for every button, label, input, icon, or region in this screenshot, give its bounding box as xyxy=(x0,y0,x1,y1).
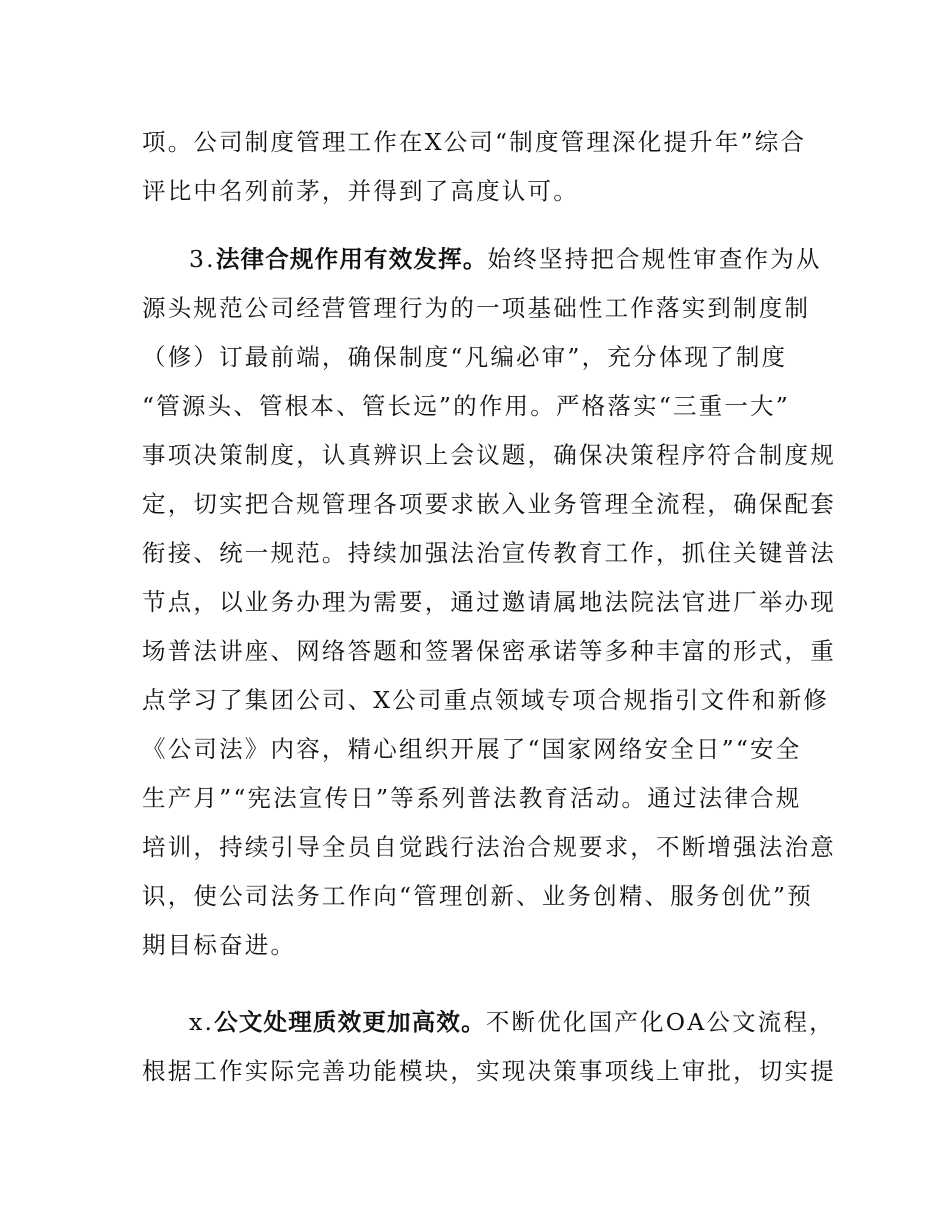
text-line: 《公司法》内容，精心组织开展了“国家网络安全日”“安全 xyxy=(142,735,802,763)
text-line: 点学习了集团公司、X公司重点领域专项合规指引文件和新修 xyxy=(142,686,830,714)
paragraph-document-processing xyxy=(142,998,836,1096)
section-heading: 公文处理质效更加高效。 xyxy=(214,1008,486,1036)
text-line: 项。公司制度管理工作在X公司“制度管理深化提升年”综合 xyxy=(142,128,807,156)
paragraph-first-line xyxy=(142,235,822,284)
text-line: 场普法讲座、网络答题和签署保密承诺等多种丰富的形式，重 xyxy=(142,637,836,665)
text-line: 事项决策制度，认真辨识上会议题，确保决策程序符合制度规 xyxy=(142,441,836,469)
text-line: 识，使公司法务工作向“管理创新、业务创精、服务创优”预 xyxy=(142,882,813,910)
paragraph-continuation xyxy=(142,118,822,216)
text-line: 源头规范公司经营管理行为的一项基础性工作落实到制度制 xyxy=(142,294,811,322)
section-number: 3. xyxy=(189,245,216,273)
text-line: 评比中名列前茅，并得到了高度认可。 xyxy=(142,177,579,205)
section-number: x. xyxy=(189,1008,215,1036)
text-line: （修）订最前端，确保制度“凡编必审”，充分体现了制度 xyxy=(142,343,788,371)
text-line: 生产月”“宪法宣传日”等系列普法教育活动。通过法律合规 xyxy=(142,784,802,812)
text-line: 衔接、统一规范。持续加强法治宣传教育工作，抓住关键普法 xyxy=(142,539,836,567)
text-line: 根据工作实际完善功能模块，实现决策事项线上审批，切实提 xyxy=(142,1057,836,1085)
text-line: 节点，以业务办理为需要，通过邀请属地法院法官进厂举办现 xyxy=(142,588,836,616)
text-line: 期目标奋进。 xyxy=(142,931,297,959)
text-line: 定，切实把合规管理各项要求嵌入业务管理全流程，确保配套 xyxy=(142,490,836,518)
text-line: “管源头、管根本、管长远”的作用。严格落实“三重一大” xyxy=(142,392,790,420)
text-run: 不断优化国产化OA公文流程， xyxy=(485,1008,835,1036)
text-run: 始终坚持把合规性审查作为从 xyxy=(487,245,822,273)
text-line: 培训，持续引导全员自觉践行法治合规要求，不断增强法治意 xyxy=(142,833,836,861)
section-heading: 法律合规作用有效发挥。 xyxy=(215,245,488,273)
paragraph-legal-compliance xyxy=(142,235,836,970)
paragraph-first-line xyxy=(142,998,835,1047)
